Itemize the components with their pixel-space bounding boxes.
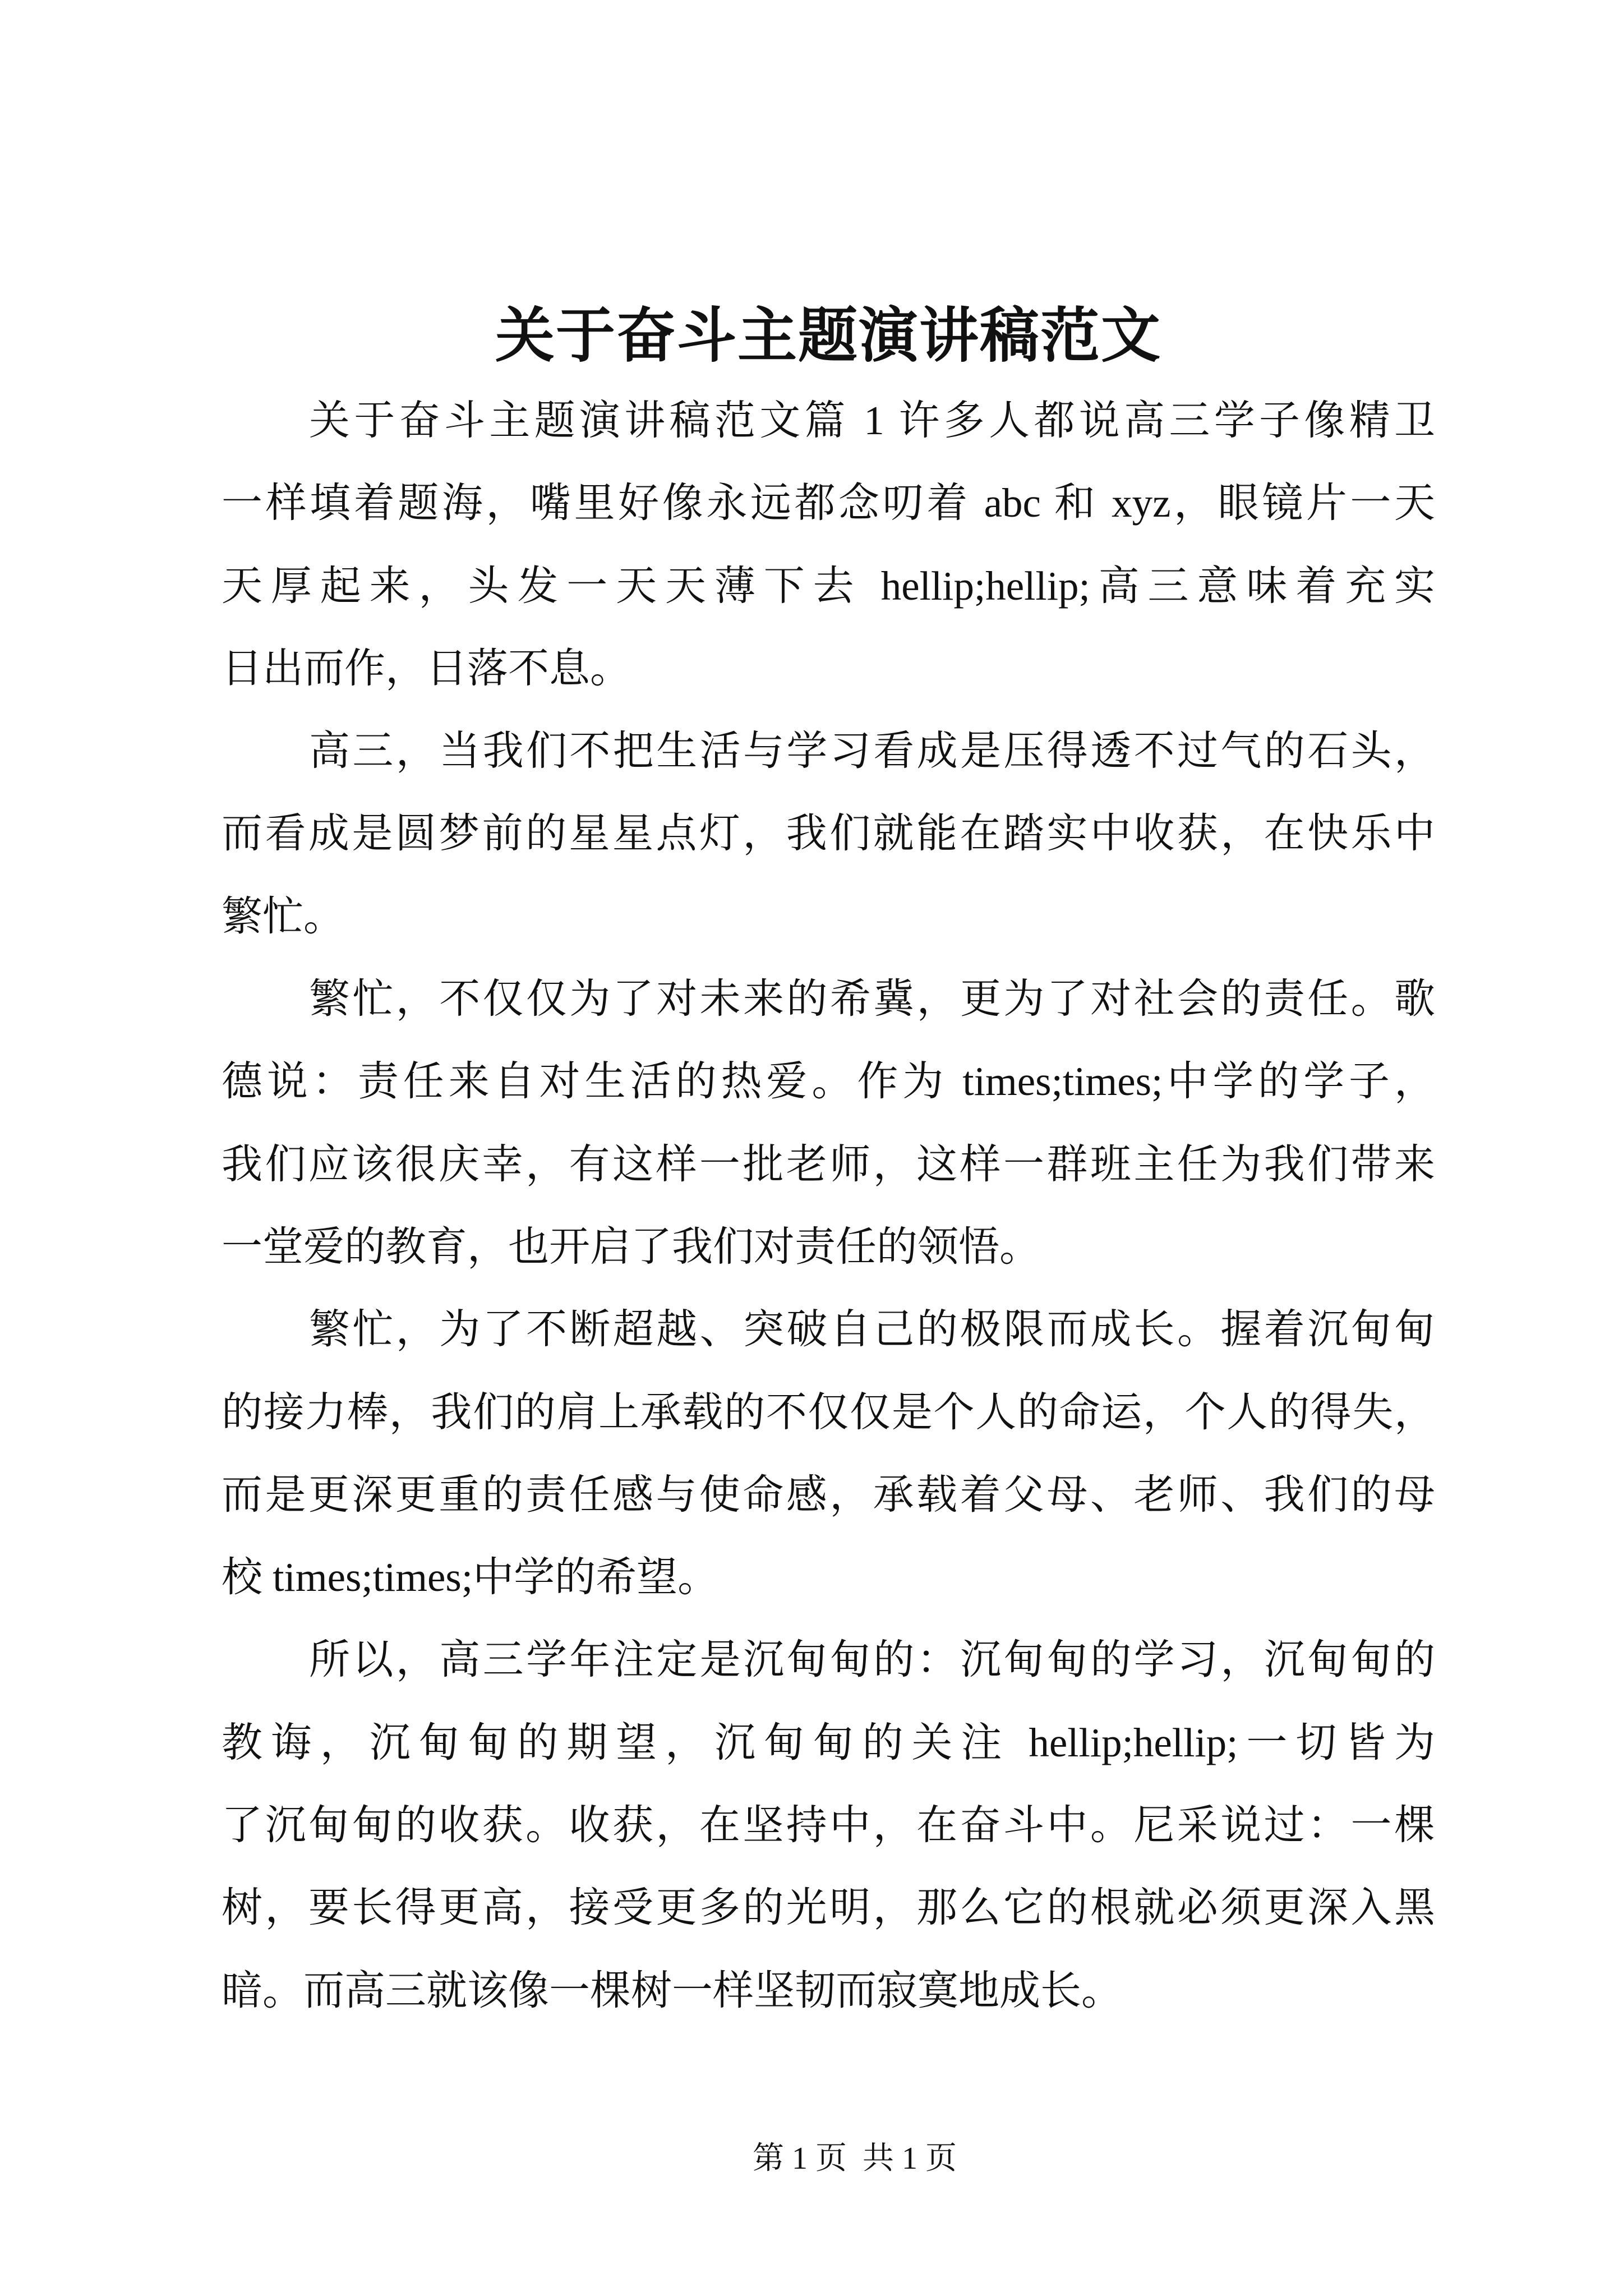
text-line: 而是更深更重的责任感与使命感，承载着父母、老师、我们的母 xyxy=(222,1471,1435,1517)
text-line: 树，要长得更高，接受更多的光明，那么它的根就必须更深入黑 xyxy=(222,1885,1435,1931)
paragraph xyxy=(222,710,1435,958)
text-line: 天厚起来，头发一天天薄下去 hellip;hellip;高三意味着充实 xyxy=(222,563,1435,609)
text-line: 我们应该很庆幸，有这样一批老师，这样一群班主任为我们带来 xyxy=(222,1141,1435,1187)
text-line: 教诲，沉甸甸的期望，沉甸甸的关注 hellip;hellip;一切皆为 xyxy=(222,1719,1435,1765)
text-line: 校 times;times;中学的希望。 xyxy=(222,1554,719,1600)
paragraph xyxy=(222,958,1435,1288)
text-line: 繁忙，为了不断超越、突破自己的极限而成长。握着沉甸甸 xyxy=(309,1306,1435,1352)
paragraph xyxy=(222,1288,1435,1618)
text-line: 关于奋斗主题演讲稿范文篇 1 许多人都说高三学子像精卫 xyxy=(309,398,1435,443)
text-line: 所以，高三学年注定是沉甸甸的：沉甸甸的学习，沉甸甸的 xyxy=(309,1637,1435,1683)
text-line: 而看成是圆梦前的星星点灯，我们就能在踏实中收获，在快乐中 xyxy=(222,811,1435,857)
text-line: 德说：责任来自对生活的热爱。作为 times;times;中学的学子， xyxy=(222,1059,1435,1105)
paragraph xyxy=(222,1618,1435,2031)
document-body xyxy=(222,379,1435,2032)
text-line: 暗。而高三就该像一棵树一样坚韧而寂寞地成长。 xyxy=(222,1967,1122,2013)
document-title: 关于奋斗主题演讲稿范文 xyxy=(495,303,1161,369)
text-line: 一样填着题海，嘴里好像永远都念叨着 abc 和 xyz，眼镜片一天 xyxy=(222,480,1435,526)
text-line: 高三，当我们不把生活与学习看成是压得透不过气的石头， xyxy=(309,728,1435,774)
paragraph xyxy=(222,379,1435,710)
text-line: 一堂爱的教育，也开启了我们对责任的领悟。 xyxy=(222,1223,1040,1269)
text-line: 繁忙，不仅仅为了对未来的希冀，更为了对社会的责任。歌 xyxy=(309,976,1435,1022)
text-line: 了沉甸甸的收获。收获，在坚持中，在奋斗中。尼采说过：一棵 xyxy=(222,1802,1435,1848)
page-number-footer: 第 1 页 共 1 页 xyxy=(753,2141,957,2176)
text-line: 日出而作，日落不息。 xyxy=(222,645,631,691)
text-line: 繁忙。 xyxy=(222,893,344,939)
text-line: 的接力棒，我们的肩上承载的不仅仅是个人的命运，个人的得失， xyxy=(222,1389,1435,1435)
